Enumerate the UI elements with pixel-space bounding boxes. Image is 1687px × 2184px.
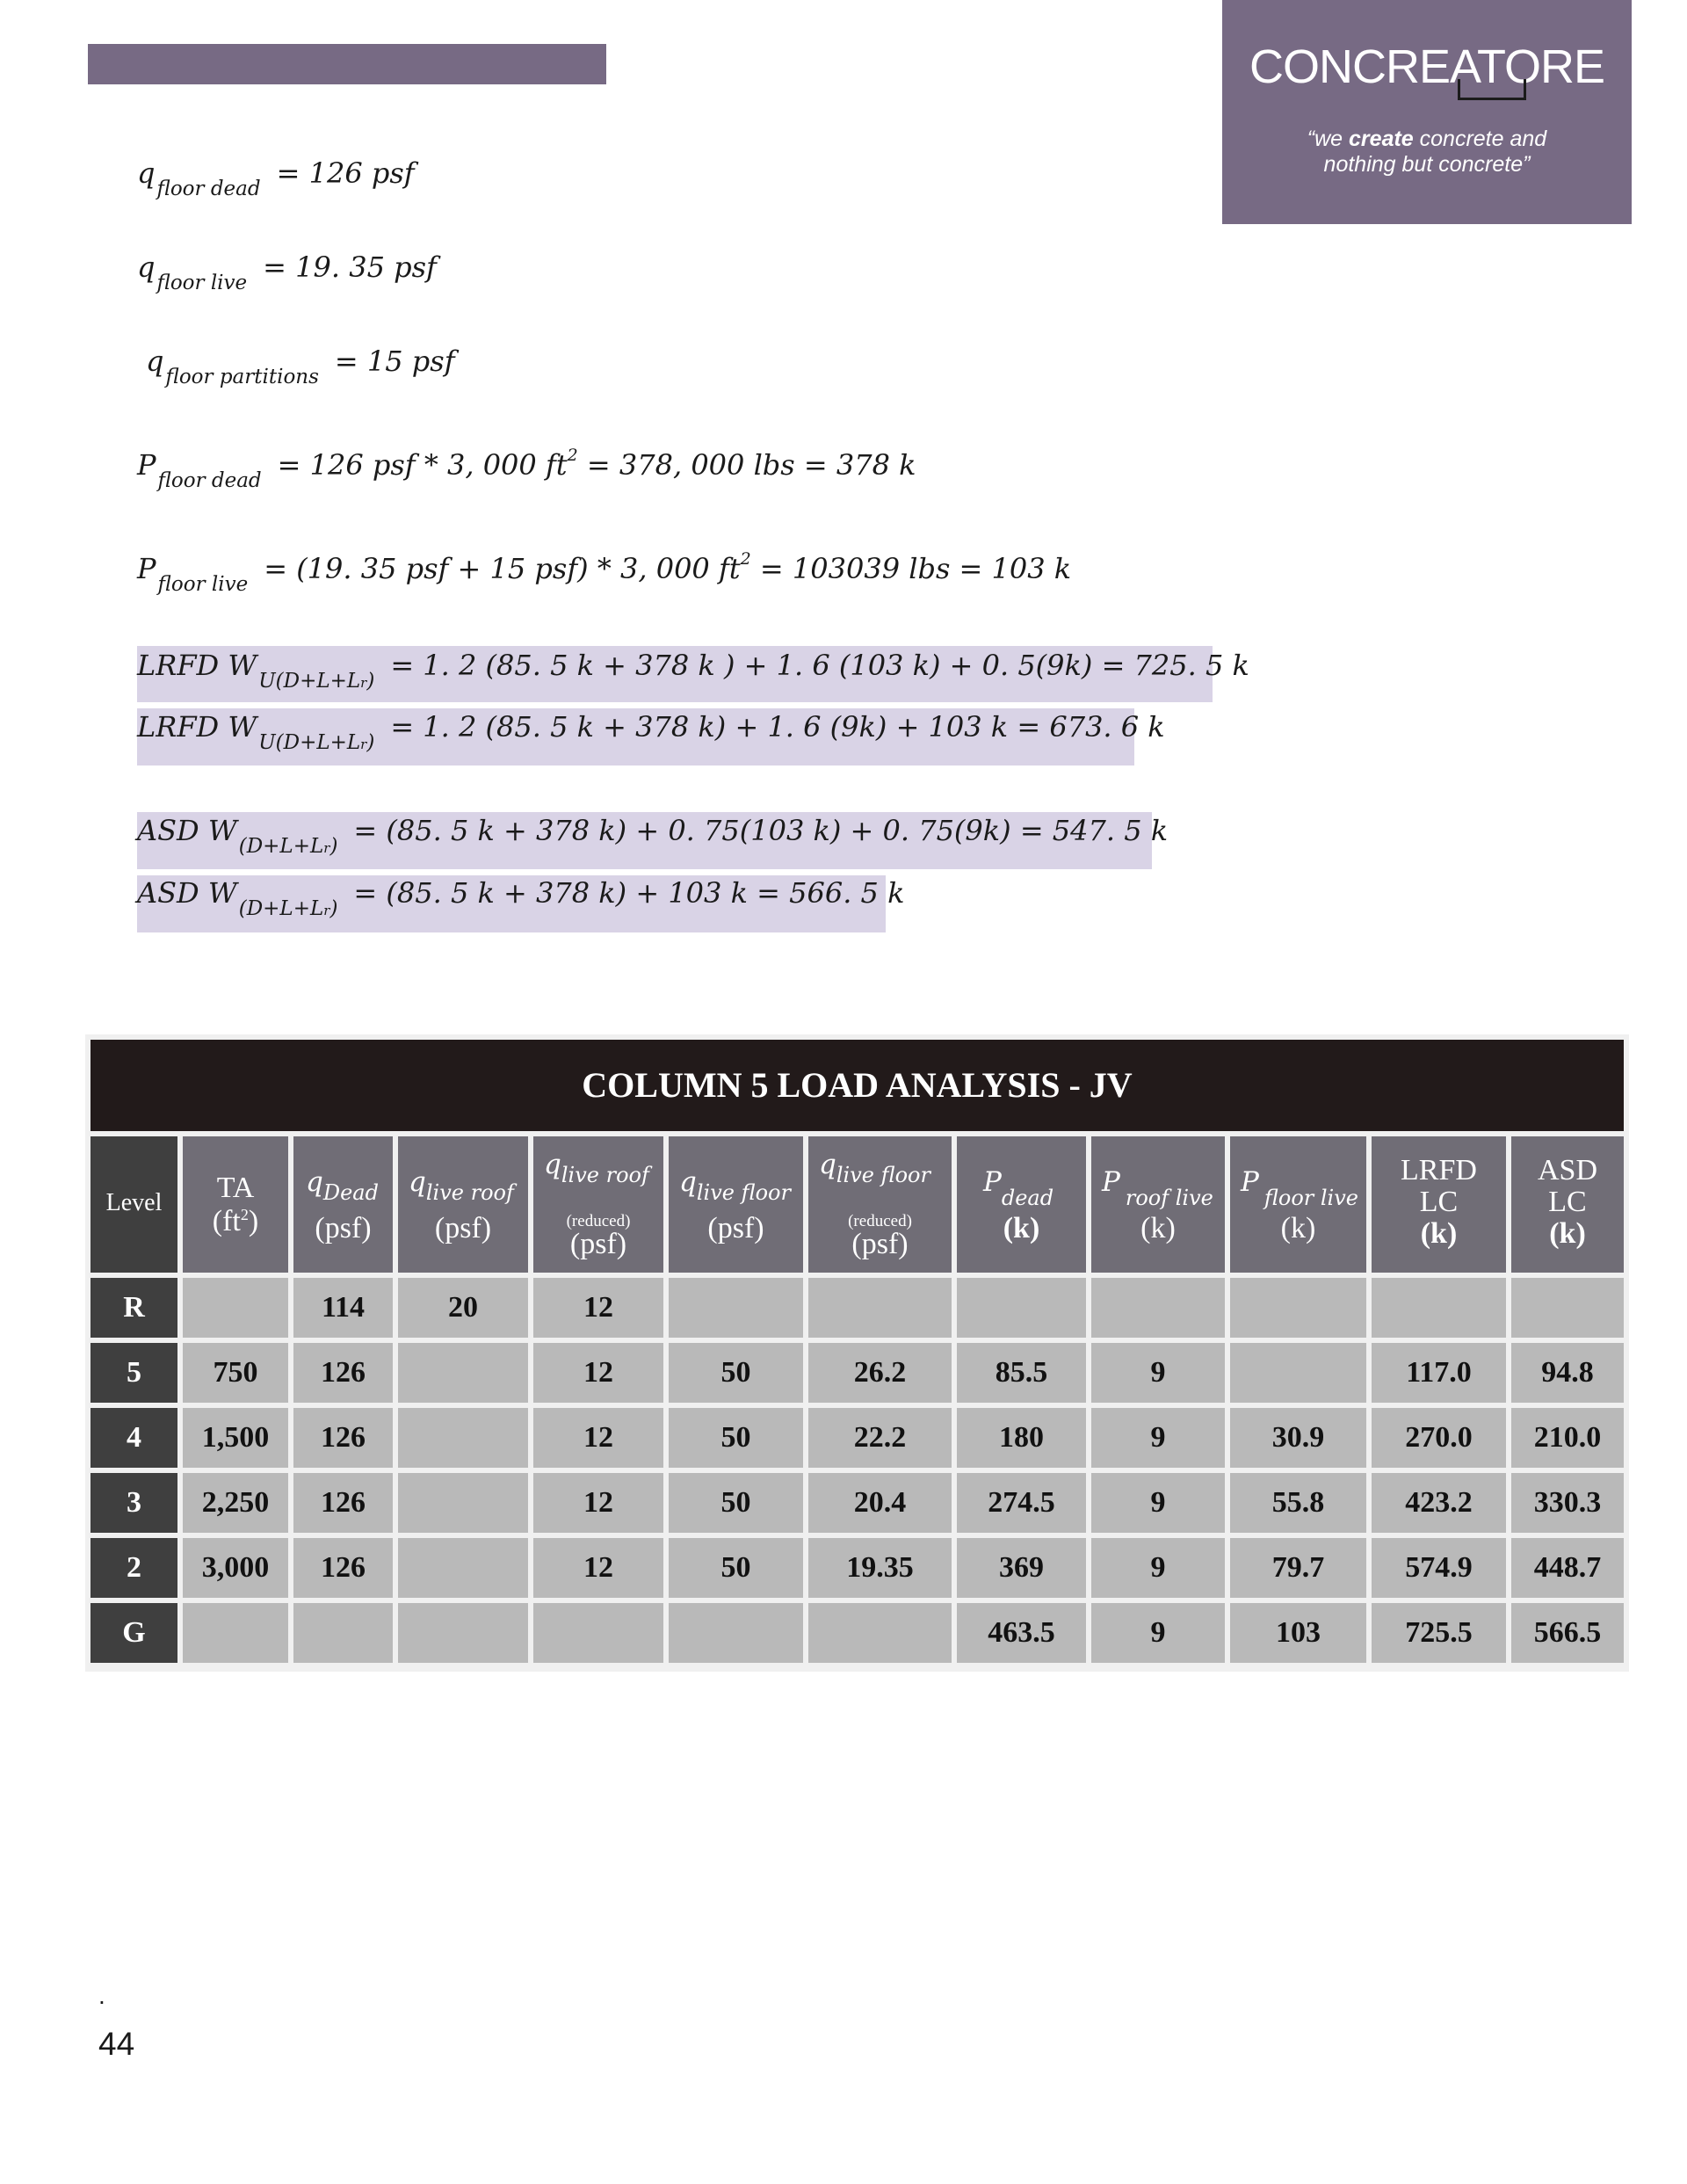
- header-lrfd-lc: LRFD LC (k): [1372, 1136, 1506, 1273]
- table-cell: 12: [533, 1408, 663, 1468]
- table-cell: 12: [533, 1538, 663, 1598]
- brand-logo: [1222, 39, 1632, 95]
- equation-asd-1: ASD $W_{(D+L+Lr)} = (85$. 5 k + 378 k) + 0. 75(103 k) + 0. 75(9k) = 547. 5 k: [137, 814, 1169, 858]
- table-cell: 1,500: [183, 1408, 288, 1468]
- table-cell: 19.35: [808, 1538, 952, 1598]
- header-q-live-floor-reduced: $q_{live floor}$ (reduced) (psf): [808, 1136, 952, 1273]
- row-level-label: R: [91, 1278, 177, 1338]
- logo-text-part1: CONCRE: [1249, 40, 1450, 93]
- table-cell: 26.2: [808, 1343, 952, 1403]
- table-cell: 2,250: [183, 1473, 288, 1533]
- table-cell: 50: [669, 1343, 803, 1403]
- table-cell: 270.0: [1372, 1408, 1506, 1468]
- table-cell: 448.7: [1511, 1538, 1624, 1598]
- table-cell: 126: [293, 1343, 393, 1403]
- table-cell: 117.0: [1372, 1343, 1506, 1403]
- brand-tagline: “we create concrete and nothing but concrete”: [1307, 127, 1547, 177]
- header-p-roof-live: P $_{roof live}$ (k): [1091, 1136, 1225, 1273]
- header-q-dead: $q_{Dead}$ (psf): [293, 1136, 393, 1273]
- load-analysis-table: [85, 1034, 1629, 1672]
- table-cell: 12: [533, 1473, 663, 1533]
- header-p-floor-live: P $_{floor live}$ (k): [1230, 1136, 1366, 1273]
- table-cell: 750: [183, 1343, 288, 1403]
- table-cell: 114: [293, 1278, 393, 1338]
- header-p-dead: $P_{dead}$ (k): [957, 1136, 1086, 1273]
- table-cell: [398, 1473, 528, 1533]
- header-ta: TA $(ft^2)$: [183, 1136, 288, 1273]
- logo-bracket-icon: [1458, 79, 1526, 100]
- header-q-live-roof: $q_{live roof}$ (psf): [398, 1136, 528, 1273]
- header-asd-lc: ASD LC (k): [1511, 1136, 1624, 1273]
- table-cell: 9: [1091, 1343, 1225, 1403]
- table-cell: 50: [669, 1473, 803, 1533]
- table-cell: [533, 1603, 663, 1663]
- table-cell: [1230, 1278, 1366, 1338]
- table-cell: 9: [1091, 1473, 1225, 1533]
- table-cell: 9: [1091, 1408, 1225, 1468]
- table-cell: 369: [957, 1538, 1086, 1598]
- header-bar: [88, 44, 606, 84]
- table-cell: 3,000: [183, 1538, 288, 1598]
- table-cell: [957, 1278, 1086, 1338]
- table-cell: 210.0: [1511, 1408, 1624, 1468]
- table-cell: 330.3: [1511, 1473, 1624, 1533]
- table-cell: [183, 1278, 288, 1338]
- table-cell: 463.5: [957, 1603, 1086, 1663]
- brand-logo-block: [1222, 0, 1632, 224]
- table-cell: 725.5: [1372, 1603, 1506, 1663]
- equation-p-floor-live: $P_{floor live} = (19$. 35 psf + 15 psf) * 3, 000 $ft^2 = 103039$ lbs = 103 k: [137, 549, 1072, 596]
- table-cell: 50: [669, 1408, 803, 1468]
- table-cell: 574.9: [1372, 1538, 1506, 1598]
- table-cell: [808, 1603, 952, 1663]
- table-cell: 22.2: [808, 1408, 952, 1468]
- table-cell: 20: [398, 1278, 528, 1338]
- table-cell: 126: [293, 1473, 393, 1533]
- equation-lrfd-2: LRFD $W_{U(D+L+Lr)} = 1$. 2 (85. 5 k + 378 k) + 1. 6 (9k) + 103 k = 673. 6 k: [137, 710, 1165, 754]
- table-cell: [1091, 1278, 1225, 1338]
- table-cell: 274.5: [957, 1473, 1086, 1533]
- table-cell: 30.9: [1230, 1408, 1366, 1468]
- table-cell: 12: [533, 1343, 663, 1403]
- table-cell: [669, 1603, 803, 1663]
- table-cell: 12: [533, 1278, 663, 1338]
- table-cell: [398, 1603, 528, 1663]
- table-cell: [398, 1343, 528, 1403]
- table-cell: 85.5: [957, 1343, 1086, 1403]
- equation-q-floor-dead: $q_{floor dead} = 126$ psf: [137, 156, 415, 200]
- equation-q-floor-live: $q_{floor live} = 19$. 35 psf: [137, 250, 437, 294]
- header-q-live-floor: $q_{live floor}$ (psf): [669, 1136, 803, 1273]
- footer-dot: .: [98, 1982, 105, 2009]
- table-title: COLUMN 5 LOAD ANALYSIS - JV: [91, 1040, 1624, 1131]
- row-level-label: 5: [91, 1343, 177, 1403]
- logo-text-part2: TORE: [1477, 40, 1605, 93]
- equation-asd-2: ASD $W_{(D+L+Lr)} = (85$. 5 k + 378 k) + 103 k = 566. 5 k: [137, 876, 905, 920]
- table-cell: [293, 1603, 393, 1663]
- table-cell: 126: [293, 1408, 393, 1468]
- row-level-label: G: [91, 1603, 177, 1663]
- table-cell: 20.4: [808, 1473, 952, 1533]
- equation-p-floor-dead: $P_{floor dead} = 126$ psf * 3, 000 $ft^2 = 378$, 000 lbs = 378 k: [137, 446, 916, 492]
- header-q-live-roof-reduced: $q_{live roof}$ (reduced) (psf): [533, 1136, 663, 1273]
- table-cell: [183, 1603, 288, 1663]
- equation-lrfd-1: LRFD $W_{U(D+L+Lr)} = 1$. 2 (85. 5 k + 378 k ) + 1. 6 (103 k) + 0. 5(9k) = 725. 5 k: [137, 649, 1249, 693]
- table-cell: 79.7: [1230, 1538, 1366, 1598]
- table-cell: 94.8: [1511, 1343, 1624, 1403]
- logo-text-a: A: [1449, 40, 1477, 93]
- table-cell: [808, 1278, 952, 1338]
- table-cell: [1230, 1343, 1366, 1403]
- table-cell: [1511, 1278, 1624, 1338]
- table-cell: 126: [293, 1538, 393, 1598]
- page-number: 44: [98, 2026, 135, 2062]
- equation-q-floor-partitions: $q_{floor partitions} = 15$ psf: [146, 345, 455, 388]
- table-cell: 180: [957, 1408, 1086, 1468]
- table-cell: 423.2: [1372, 1473, 1506, 1533]
- table-cell: 9: [1091, 1538, 1225, 1598]
- table-cell: [398, 1538, 528, 1598]
- header-level: Level: [91, 1136, 177, 1273]
- row-level-label: 2: [91, 1538, 177, 1598]
- table-cell: 50: [669, 1538, 803, 1598]
- row-level-label: 4: [91, 1408, 177, 1468]
- row-level-label: 3: [91, 1473, 177, 1533]
- table-cell: 103: [1230, 1603, 1366, 1663]
- table-cell: [1372, 1278, 1506, 1338]
- table-cell: 9: [1091, 1603, 1225, 1663]
- table-cell: 55.8: [1230, 1473, 1366, 1533]
- table-cell: [398, 1408, 528, 1468]
- table-cell: [669, 1278, 803, 1338]
- table-cell: 566.5: [1511, 1603, 1624, 1663]
